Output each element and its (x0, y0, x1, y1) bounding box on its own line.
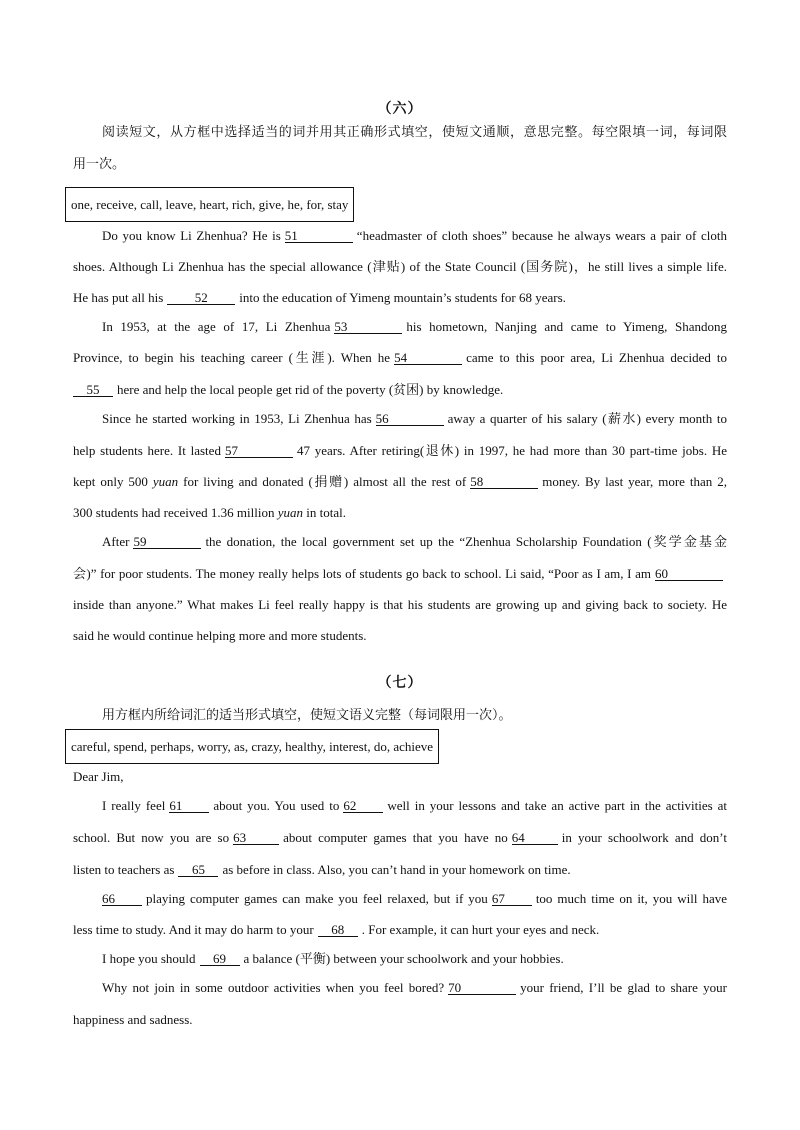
passage-6-line: He has put all his 52 into the education of Yimeng mountain’s students for 68 years. (73, 290, 566, 305)
passage-7-line: I really feel 61 about you. You used to 62 well in your lessons and take an active part in the activities at (102, 798, 728, 813)
blank-67[interactable]: 67 (492, 893, 532, 906)
section-6-instruction-2: 用一次。 (73, 156, 126, 171)
blank-58[interactable]: 58 (470, 476, 538, 489)
section-6-word-box: one, receive, call, leave, heart, rich, give, he, for, stay (65, 187, 354, 222)
passage-6-line: help students here. It lasted 57 47 years. After retiring(退休) in 1997, he had more than 30 part-time jobs. He (73, 443, 727, 458)
blank-54[interactable]: 54 (394, 352, 462, 365)
blank-56[interactable]: 56 (376, 413, 444, 426)
passage-6-line: Province, to begin his teaching career (生涯). When he 54 came to this poor area, Li Zhenhua decided to (73, 350, 727, 365)
passage-7-line: 66 playing computer games can make you feel relaxed, but if you 67 too much time on it, you will have (102, 891, 727, 906)
blank-65[interactable]: 65 (178, 864, 218, 877)
section-7-instruction: 用方框内所给词汇的适当形式填空，使短文语义完整（每词限用一次）。 (102, 707, 512, 722)
blank-64[interactable]: 64 (512, 832, 558, 845)
blank-62[interactable]: 62 (343, 800, 383, 813)
passage-6-line: After 59 the donation, the local government set up the “Zhenhua Scholarship Foundation (奖学金基金 (102, 534, 727, 549)
passage-6-line: said he would continue helping more and more students. (73, 628, 367, 643)
section-7-heading: （七） (377, 676, 423, 691)
blank-57[interactable]: 57 (225, 445, 293, 458)
passage-6-line: kept only 500 yuan for living and donated (捐赠) almost all the rest of 58 money. By last year, more than 2, (73, 474, 728, 489)
letter-greeting: Dear Jim, (73, 769, 124, 784)
passage-6-line: 55 here and help the local people get rid of the poverty (贫困) by knowledge. (73, 382, 727, 398)
blank-61[interactable]: 61 (169, 800, 209, 813)
blank-51[interactable]: 51 (285, 230, 353, 243)
passage-6-line: 300 students had received 1.36 million yuan in total. (73, 505, 346, 520)
passage-7-line: I hope you should 69 a balance (平衡) between your schoolwork and your hobbies. (102, 951, 564, 966)
section-7-word-box: careful, spend, perhaps, worry, as, crazy, healthy, interest, do, achieve (65, 729, 439, 764)
blank-60[interactable]: 60 (655, 568, 723, 581)
passage-6-line: Do you know Li Zhenhua? He is 51 “headmaster of cloth shoes” because he always wears a pair of cloth (102, 228, 727, 243)
section-6-instruction-1: 阅读短文，从方框中选择适当的词并用其正确形式填空，使短文通顺，意思完整。每空限填一词，每词限 (102, 124, 727, 139)
passage-7-line: Why not join in some outdoor activities when you feel bored? 70 your friend, I’ll be glad to share your (102, 980, 727, 995)
passage-6-line: 会)” for poor students. The money really helps lots of students go back to school. Li said, “Poor as I am, I am 60 (73, 566, 727, 582)
blank-55[interactable]: 55 (73, 384, 113, 397)
passage-6-line: inside than anyone.” What makes Li feel really happy is that his students are growing up and giving back to society. He (73, 597, 727, 612)
blank-63[interactable]: 63 (233, 832, 279, 845)
blank-52[interactable]: 52 (167, 292, 235, 305)
passage-7-line: happiness and sadness. (73, 1012, 193, 1027)
passage-6-line: Since he started working in 1953, Li Zhenhua has 56 away a quarter of his salary (薪水) every month to (102, 411, 727, 426)
passage-6-line: shoes. Although Li Zhenhua has the special allowance (津贴) of the State Council (国务院)，he still lives a simple life. (73, 259, 727, 274)
passage-7-line: less time to study. And it may do harm to your 68 . For example, it can hurt your eyes and neck. (73, 922, 600, 937)
passage-7-line: listen to teachers as 65 as before in class. Also, you can’t hand in your homework on time. (73, 862, 571, 877)
blank-59[interactable]: 59 (133, 536, 201, 549)
passage-6-line: In 1953, at the age of 17, Li Zhenhua 53 his hometown, Nanjing and came to Yimeng, Shandong (102, 319, 728, 334)
blank-69[interactable]: 69 (200, 953, 240, 966)
section-6-heading: （六） (377, 102, 423, 117)
blank-68[interactable]: 68 (318, 924, 358, 937)
blank-66[interactable]: 66 (102, 893, 142, 906)
blank-53[interactable]: 53 (334, 321, 402, 334)
blank-70[interactable]: 70 (448, 982, 516, 995)
passage-7-line: school. But now you are so 63 about computer games that you have no 64 in your schoolwork and don’t (73, 830, 727, 845)
